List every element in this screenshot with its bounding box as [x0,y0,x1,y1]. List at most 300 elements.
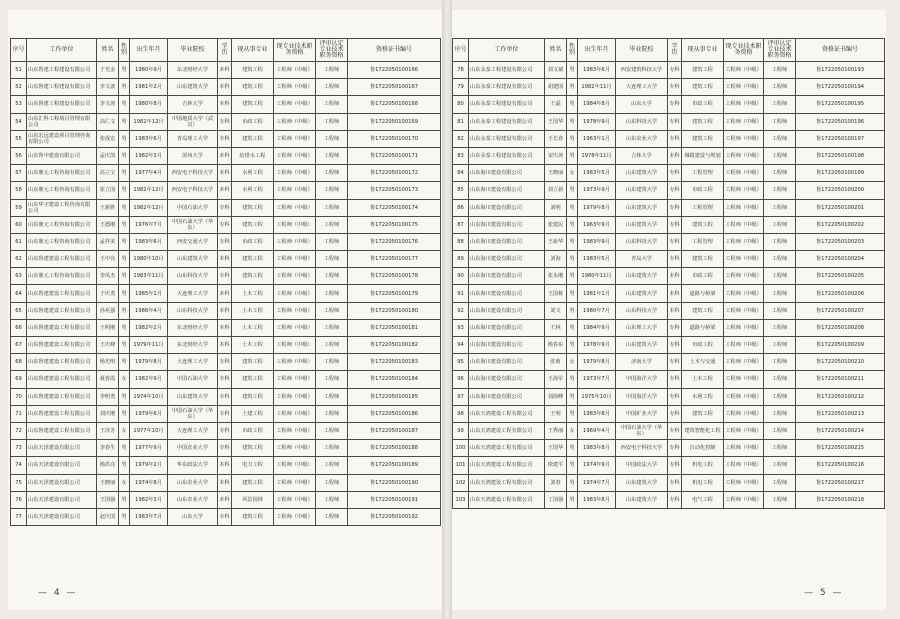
cell-seq: 76 [11,491,27,508]
cell-certificate-no: 鲁1722050100205 [796,268,885,285]
cell-seq: 67 [11,337,27,354]
cell-gender: 男 [119,508,130,525]
cell-specialty: 土木工程 [232,319,274,336]
cell-certificate-no: 鲁1722050100184 [348,371,441,388]
cell-seq: 68 [11,354,27,371]
cell-seq: 100 [453,440,469,457]
cell-work-unit: 山东天泽建设有限公司 [27,474,97,491]
cell-education: 专科 [668,130,682,147]
cell-work-unit: 山东海川建设有限公司 [469,388,545,405]
cell-seq: 73 [11,440,27,457]
table-row [11,440,441,457]
cell-work-unit: 山东海川建设有限公司 [469,319,545,336]
cell-specialty: 市政工程 [232,113,274,130]
cell-assessed-title: 工程师 [764,96,796,113]
cell-school: 中国石油大学（华东） [168,405,218,422]
cell-school: 中国石油大学 [168,371,218,388]
cell-assessed-title: 工程师 [316,268,348,285]
cell-current-title: 工程师（中级） [274,508,316,525]
cell-gender: 男 [119,319,130,336]
cell-birth: 1978年9月 [578,113,616,130]
table-row [453,388,885,405]
cell-work-unit: 山东天泽建设有限公司 [27,457,97,474]
cell-certificate-no: 鲁1722050100208 [796,319,885,336]
cell-name: 李春生 [97,440,119,457]
cell-name: 王国华 [545,440,567,457]
cell-name: 王中亮 [97,251,119,268]
cell-school: 东北财经大学 [168,319,218,336]
cell-education: 专科 [668,113,682,130]
cell-education: 本科 [668,285,682,302]
cell-assessed-title: 工程师 [316,251,348,268]
cell-current-title: 工程师（中级） [724,388,764,405]
cell-seq: 93 [453,319,469,336]
cell-gender: 男 [567,268,578,285]
cell-assessed-title: 工程师 [316,233,348,250]
cell-current-title: 工程师（中级） [724,199,764,216]
cell-work-unit: 山东海川建设有限公司 [469,199,545,216]
cell-work-unit: 山东永泰工程建设有限公司 [469,130,545,147]
cell-education: 专科 [218,440,232,457]
table-row [11,199,441,216]
cell-current-title: 工程师（中级） [274,337,316,354]
cell-assessed-title: 工程师 [764,199,796,216]
cell-education: 专科 [218,422,232,439]
cell-name: 聂春霞 [97,371,119,388]
cell-assessed-title: 工程师 [316,113,348,130]
cell-school: 山东建筑大学 [616,491,668,508]
cell-seq: 53 [11,96,27,113]
cell-birth: 1986年4月 [130,302,168,319]
cell-certificate-no: 鲁1722050100199 [796,165,885,182]
header-school: 毕业院校 [616,39,668,62]
table-row [453,474,885,491]
cell-name: 李文波 [97,79,119,96]
cell-gender: 男 [567,319,578,336]
cell-current-title: 工程师（中级） [724,268,764,285]
cell-specialty: 电气工程 [682,491,724,508]
cell-specialty: 水利工程 [232,182,274,199]
cell-name: 徐建平 [545,457,567,474]
table-row [453,216,885,233]
cell-school: 山东建筑大学 [616,216,668,233]
table-row [11,491,441,508]
cell-specialty: 建筑工程 [682,405,724,422]
cell-school: 山东建筑大学 [168,251,218,268]
cell-gender: 男 [119,440,130,457]
table-row [453,422,885,439]
cell-birth: 1979年2月 [130,457,168,474]
cell-education: 专科 [668,440,682,457]
cell-current-title: 工程师（中级） [274,422,316,439]
cell-assessed-title: 工程师 [764,405,796,422]
cell-current-title: 工程师（中级） [724,371,764,388]
cell-education: 本科 [218,319,232,336]
cell-assessed-title: 工程师 [316,354,348,371]
cell-assessed-title: 工程师 [764,268,796,285]
cell-name: 王明刚 [97,319,119,336]
cell-seq: 71 [11,405,27,422]
cell-birth: 1979年8月 [130,354,168,371]
cell-assessed-title: 工程师 [316,199,348,216]
cell-assessed-title: 工程师 [316,457,348,474]
cell-specialty: 工程管理 [682,233,724,250]
cell-seq: 63 [11,268,27,285]
cell-work-unit: 山东海川建设有限公司 [469,233,545,250]
cell-seq: 103 [453,491,469,508]
cell-education: 专科 [218,130,232,147]
cell-assessed-title: 工程师 [316,165,348,182]
cell-assessed-title: 工程师 [316,405,348,422]
cell-specialty: 建筑工程 [682,113,724,130]
cell-gender: 男 [567,302,578,319]
cell-name: 杨洪亮 [97,457,119,474]
cell-seq: 54 [11,113,27,130]
cell-specialty: 土木与交通 [682,354,724,371]
cell-school: 济南大学 [616,354,668,371]
cell-current-title: 工程师（中级） [724,216,764,233]
cell-gender: 男 [119,130,130,147]
table-row [453,440,885,457]
cell-specialty: 建筑工程 [232,130,274,147]
cell-name: 王海军 [545,371,567,388]
cell-specialty: 建筑工程 [232,440,274,457]
cell-current-title: 工程师（中级） [724,422,764,439]
cell-education: 专科 [668,405,682,422]
cell-seq: 92 [453,302,469,319]
table-row [453,62,885,79]
roster-table-left [10,38,441,526]
cell-education: 专科 [218,354,232,371]
cell-name: 李凤杰 [97,268,119,285]
table-row [11,457,441,474]
cell-current-title: 工程师（中级） [274,113,316,130]
cell-name: 刘海峰 [545,388,567,405]
cell-birth: 1973年7月 [578,371,616,388]
cell-school: 山东科技大学 [616,113,668,130]
header-assessed-title: 评审认定专业技术职务资格 [316,39,348,62]
cell-school: 山东大学 [168,508,218,525]
cell-current-title: 工程师（中级） [274,165,316,182]
table-row [11,422,441,439]
cell-work-unit: 山东鲁建建设工程有限公司 [27,251,97,268]
table-row [11,405,441,422]
cell-education: 专科 [668,371,682,388]
cell-work-unit: 山东鲁建建设工程有限公司 [27,388,97,405]
cell-certificate-no: 鲁1722050100210 [796,354,885,371]
cell-school: 中国政法大学 [616,457,668,474]
cell-assessed-title: 工程师 [316,491,348,508]
cell-gender: 男 [567,62,578,79]
cell-school: 大连理工大学 [168,422,218,439]
cell-school: 山东建筑大学 [616,285,668,302]
cell-birth: 1982年3月 [130,491,168,508]
cell-assessed-title: 工程师 [764,233,796,250]
cell-education: 专科 [218,268,232,285]
cell-gender: 男 [119,233,130,250]
cell-certificate-no: 鲁1722050100191 [348,491,441,508]
cell-certificate-no: 鲁1722050100169 [348,113,441,130]
cell-assessed-title: 工程师 [316,130,348,147]
cell-gender: 男 [567,371,578,388]
cell-seq: 101 [453,457,469,474]
cell-gender: 男 [567,233,578,250]
right-page [452,10,886,610]
cell-name: 张莉 [545,354,567,371]
cell-certificate-no: 鲁1722050100200 [796,182,885,199]
table-row [11,474,441,491]
cell-work-unit: 山东鲁建建设工程有限公司 [27,405,97,422]
cell-certificate-no: 鲁1722050100182 [348,337,441,354]
cell-assessed-title: 工程师 [764,285,796,302]
cell-work-unit: 山东鲁建建设工程有限公司 [27,319,97,336]
cell-name: 王国强 [97,491,119,508]
cell-school: 中国地质大学（武汉） [168,113,218,130]
cell-gender: 男 [119,62,130,79]
cell-birth: 1980年10月 [130,251,168,268]
cell-work-unit: 山东鲁建工程建设有限公司 [27,79,97,96]
cell-birth: 1980年7月 [578,302,616,319]
cell-birth: 1984年8月 [578,96,616,113]
header-name: 姓名 [97,39,119,62]
cell-work-unit: 山东永泰工程建设有限公司 [469,96,545,113]
cell-specialty: 市政工程 [682,182,724,199]
cell-gender: 女 [119,371,130,388]
cell-birth: 1974年10月 [130,388,168,405]
cell-certificate-no: 鲁1722050100166 [348,62,441,79]
cell-current-title: 工程师（中级） [274,233,316,250]
cell-name: 王晓丽 [545,165,567,182]
cell-work-unit: 山东天鸿建设工程有限公司 [469,474,545,491]
cell-school: 山东建筑大学 [168,388,218,405]
cell-specialty: 自动化控制 [682,440,724,457]
cell-assessed-title: 工程师 [764,165,796,182]
cell-seq: 61 [11,233,27,250]
cell-specialty: 建筑工程 [232,96,274,113]
cell-seq: 91 [453,285,469,302]
cell-assessed-title: 工程师 [764,216,796,233]
cell-work-unit: 山东鲁建建设工程有限公司 [27,354,97,371]
cell-education: 专科 [668,422,682,439]
page-number: — 5 — [804,588,844,598]
cell-assessed-title: 工程师 [764,422,796,439]
cell-gender: 男 [119,182,130,199]
cell-certificate-no: 鲁1722050100171 [348,147,441,164]
cell-name: 孟祥美 [97,233,119,250]
cell-seq: 94 [453,337,469,354]
cell-specialty: 市政工程 [232,233,274,250]
cell-specialty: 水利工程 [682,388,724,405]
cell-gender: 男 [119,491,130,508]
cell-gender: 男 [567,251,578,268]
cell-gender: 男 [119,199,130,216]
cell-assessed-title: 工程师 [764,302,796,319]
table-row [11,147,441,164]
cell-current-title: 工程师（中级） [274,405,316,422]
cell-current-title: 工程师（中级） [274,79,316,96]
cell-current-title: 工程师（中级） [274,268,316,285]
cell-name: 王德刚 [97,216,119,233]
table-row [453,285,885,302]
table-row [11,113,441,130]
cell-education: 专科 [218,388,232,405]
cell-certificate-no: 鲁1722050100185 [348,388,441,405]
page-number: — 4 — [38,588,78,598]
cell-school: 滨州大学 [168,147,218,164]
cell-gender: 男 [119,405,130,422]
cell-seq: 97 [453,388,469,405]
roster-table-right [452,38,885,509]
cell-birth: 1976年7月 [130,216,168,233]
cell-education: 专科 [668,216,682,233]
cell-name: 王新胜 [97,199,119,216]
cell-education: 专科 [668,337,682,354]
cell-name: 王林 [545,319,567,336]
cell-school: 山东建筑大学 [616,182,668,199]
cell-current-title: 工程师（中级） [724,233,764,250]
cell-birth: 1974年8月 [130,474,168,491]
cell-birth: 1983年7月 [130,508,168,525]
cell-seq: 87 [453,216,469,233]
cell-seq: 79 [453,79,469,96]
cell-work-unit: 山东天鸿建设工程有限公司 [469,422,545,439]
cell-education: 专科 [668,319,682,336]
cell-work-unit: 山东鼎元工程咨询有限公司 [27,268,97,285]
cell-assessed-title: 工程师 [316,388,348,405]
cell-current-title: 工程师（中级） [274,199,316,216]
cell-seq: 88 [453,233,469,250]
cell-certificate-no: 鲁1722050100197 [796,130,885,147]
cell-name: 刘海 [545,251,567,268]
cell-certificate-no: 鲁1722050100177 [348,251,441,268]
cell-certificate-no: 鲁1722050100176 [348,233,441,250]
cell-name: 李明勇 [97,388,119,405]
cell-gender: 女 [567,165,578,182]
cell-specialty: 水利工程 [232,165,274,182]
cell-school: 东北财经大学 [168,62,218,79]
cell-certificate-no: 鲁1722050100204 [796,251,885,268]
cell-certificate-no: 鲁1722050100187 [348,422,441,439]
cell-school: 山东科技大学 [168,268,218,285]
cell-birth: 1983年5月 [578,165,616,182]
cell-seq: 83 [453,147,469,164]
cell-seq: 96 [453,371,469,388]
cell-assessed-title: 工程师 [764,491,796,508]
header-row [11,39,441,62]
cell-current-title: 工程师（中级） [274,388,316,405]
cell-birth: 1982年3月 [130,147,168,164]
cell-certificate-no: 鲁1722050100198 [796,147,885,164]
cell-education: 本科 [218,474,232,491]
cell-gender: 女 [567,422,578,439]
cell-education: 本科 [218,182,232,199]
cell-education: 专科 [218,233,232,250]
cell-assessed-title: 工程师 [764,474,796,491]
cell-gender: 男 [119,165,130,182]
cell-assessed-title: 工程师 [316,216,348,233]
cell-work-unit: 山东永泰工程建设有限公司 [469,62,545,79]
header-education: 学历 [218,39,232,62]
cell-work-unit: 山东鲁中建设有限公司 [27,147,97,164]
cell-name: 刘庆刚 [97,405,119,422]
cell-education: 本科 [218,79,232,96]
cell-certificate-no: 鲁1722050100170 [348,130,441,147]
cell-name: 王国华 [545,113,567,130]
cell-education: 本科 [218,165,232,182]
cell-certificate-no: 鲁1722050100213 [796,405,885,422]
cell-specialty: 道路与桥梁 [682,285,724,302]
cell-certificate-no: 鲁1722050100188 [348,440,441,457]
cell-birth: 1981年2月 [130,79,168,96]
cell-current-title: 工程师（中级） [724,165,764,182]
cell-education: 专科 [218,113,232,130]
cell-school: 大连理工大学 [168,285,218,302]
cell-work-unit: 山东永泰工程建设有限公司 [469,147,545,164]
cell-current-title: 工程师（中级） [724,302,764,319]
cell-seq: 65 [11,302,27,319]
cell-work-unit: 山东海川建设有限公司 [469,302,545,319]
table-row [453,165,885,182]
cell-education: 专科 [668,388,682,405]
cell-birth: 1979年8月 [578,199,616,216]
cell-work-unit: 山东天鸿建设工程有限公司 [469,405,545,422]
cell-work-unit: 山东海川建设有限公司 [469,182,545,199]
header-name: 姓名 [545,39,567,62]
cell-name: 王明 [545,405,567,422]
cell-assessed-title: 工程师 [764,130,796,147]
table-row [453,130,885,147]
cell-specialty: 建筑工程 [682,79,724,96]
cell-gender: 男 [567,440,578,457]
cell-education: 专科 [218,405,232,422]
cell-seq: 77 [11,508,27,525]
cell-work-unit: 山东永泰工程建设有限公司 [469,113,545,130]
cell-work-unit: 山东天泽建设有限公司 [27,508,97,525]
cell-work-unit: 山东海川建设有限公司 [469,216,545,233]
cell-education: 专科 [668,96,682,113]
cell-school: 中国石油大学（华东） [168,216,218,233]
cell-school: 山东科技大学 [168,302,218,319]
cell-work-unit: 山东鼎元工程咨询有限公司 [27,233,97,250]
cell-specialty: 土木工程 [232,285,274,302]
cell-gender: 女 [567,354,578,371]
cell-birth: 1983年8月 [578,440,616,457]
cell-seq: 55 [11,130,27,147]
cell-school: 中国海洋大学 [616,388,668,405]
cell-current-title: 工程师（中级） [274,62,316,79]
header-certificate-no: 资格证书编号 [796,39,885,62]
cell-birth: 1977年9月 [130,440,168,457]
cell-school: 山东科技大学 [616,233,668,250]
cell-specialty: 市政工程 [682,337,724,354]
cell-birth: 1983年6月 [130,130,168,147]
cell-work-unit: 山东鲁建建设工程有限公司 [27,302,97,319]
cell-seq: 64 [11,285,27,302]
cell-certificate-no: 鲁1722050100173 [348,182,441,199]
cell-work-unit: 山东汇科工程项目管理有限公司 [27,113,97,130]
cell-assessed-title: 工程师 [316,440,348,457]
cell-specialty: 市政工程 [682,96,724,113]
table-row [11,62,441,79]
cell-birth: 1982年2月 [130,319,168,336]
cell-specialty: 建筑工程 [682,130,724,147]
cell-school: 西安建筑科技大学 [616,62,668,79]
cell-education: 本科 [218,251,232,268]
cell-assessed-title: 工程师 [764,337,796,354]
cell-education: 本科 [218,285,232,302]
cell-name: 杨春东 [545,337,567,354]
header-specialty: 现从事专业 [232,39,274,62]
